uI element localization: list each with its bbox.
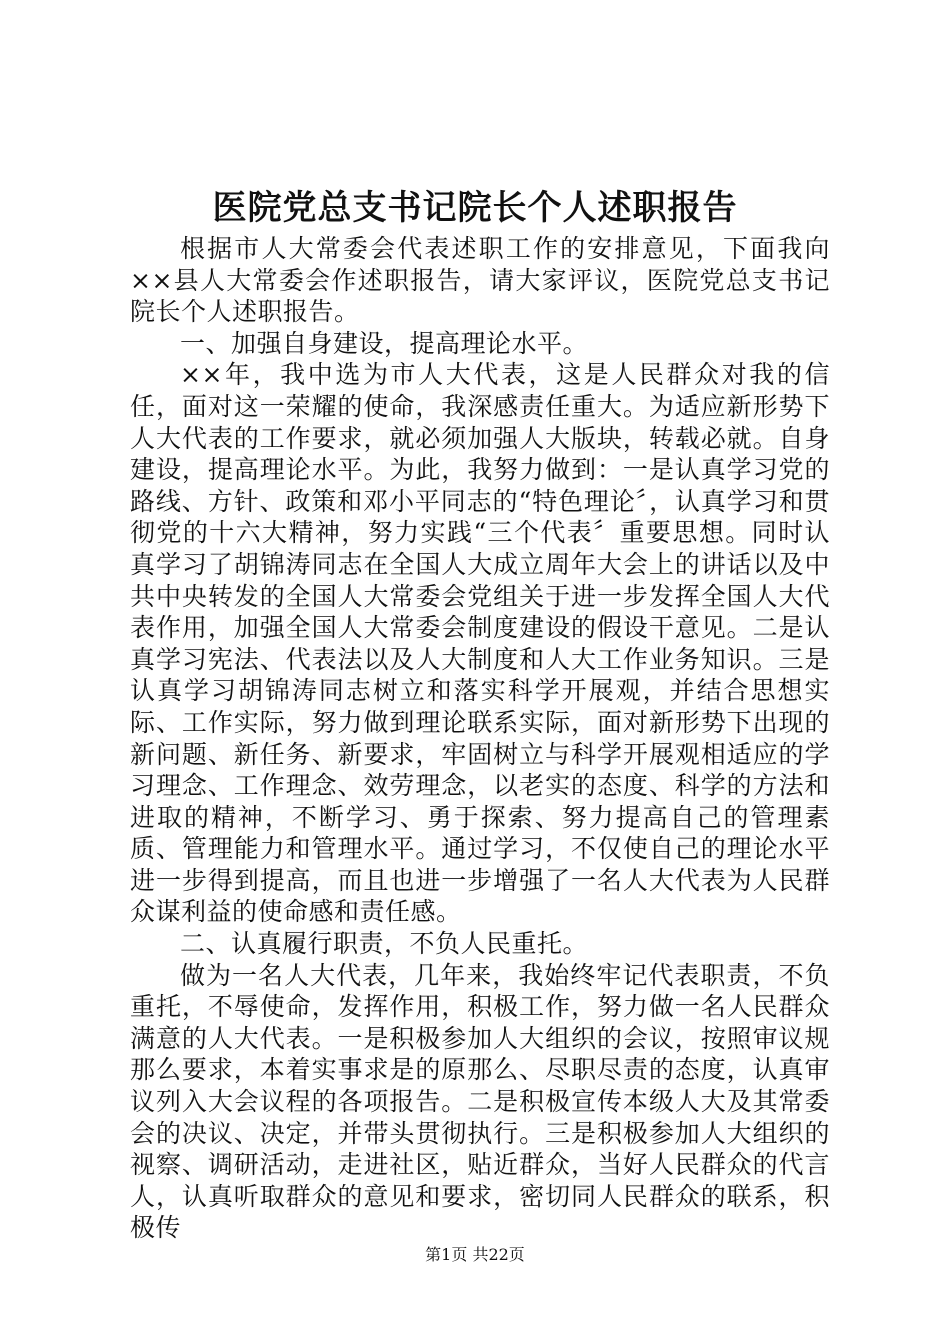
section-heading-2: 二、认真履行职责，不负人民重托。 — [180, 929, 589, 959]
document-title: 医院党总支书记院长个人述职报告 — [212, 188, 738, 228]
section-heading-1: 一、加强自身建设，提高理论水平。 — [180, 328, 589, 358]
document-body — [130, 233, 830, 1244]
page-number: 第1页 共22页 — [425, 1245, 525, 1264]
paragraph-section-2: 做为一名人大代表，几年来，我始终牢记代表职责，不负重托，不辱使命，发挥作用，积极工作，努力做一名人民群众满意的人大代表。一是积极参加人大组织的会议，按照审议规那么要求，本着实事求是的原那么、尽职尽责的态度，认真审议列入大会议程的各项报告。二是积极宣传本级人大及其常委会的决议、决定，并带头贯彻执行。三是积极参加人大组织的视察、调研活动，走进社区，贴近群众，当好人民群众的代言人，认真听取群众的意见和要求，密切同人民群众的联系，积极传 — [130, 960, 830, 1243]
paragraph-intro: 根据市人大常委会代表述职工作的安排意见，下面我向××县人大常委会作述职报告，请大家评议，医院党总支书记院长个人述职报告。 — [130, 234, 830, 327]
paragraph-section-1: ××年，我中选为市人大代表，这是人民群众对我的信任，面对这一荣耀的使命，我深感责任重大。为适应新形势下人大代表的工作要求，就必须加强人大版块，转载必就。自身建设，提高理论水平。为此，我努力做到：一是认真学习党的路线、方针、政策和邓小平同志的“特色理论〞，认真学习和贯彻党的十六大精神，努力实践“三个代表〞重要思想。同时认真学习了胡锦涛同志在全国人大成立周年大会上的讲话以及中共中央转发的全国人大常委会党组关于进一步发挥全国人大代表作用，加强全国人大常委会制度建设的假设干意见。二是认真学习宪法、代表法以及人大制度和人大工作业务知识。三是认真学习胡锦涛同志树立和落实科学开展观，并结合思想实际、工作实际，努力做到理论联系实际，面对新形势下出现的新问题、新任务、新要求，牢固树立与科学开展观相适应的学习理念、工作理念、效劳理念，以老实的态度、科学的方法和进取的精神，不断学习、勇于探索、努力提高自己的管理素质、管理能力和管理水平。通过学习，不仅使自己的理论水平进一步得到提高，而且也进一步增强了一名人大代表为人民群众谋利益的使命感和责任感。 — [130, 360, 830, 927]
